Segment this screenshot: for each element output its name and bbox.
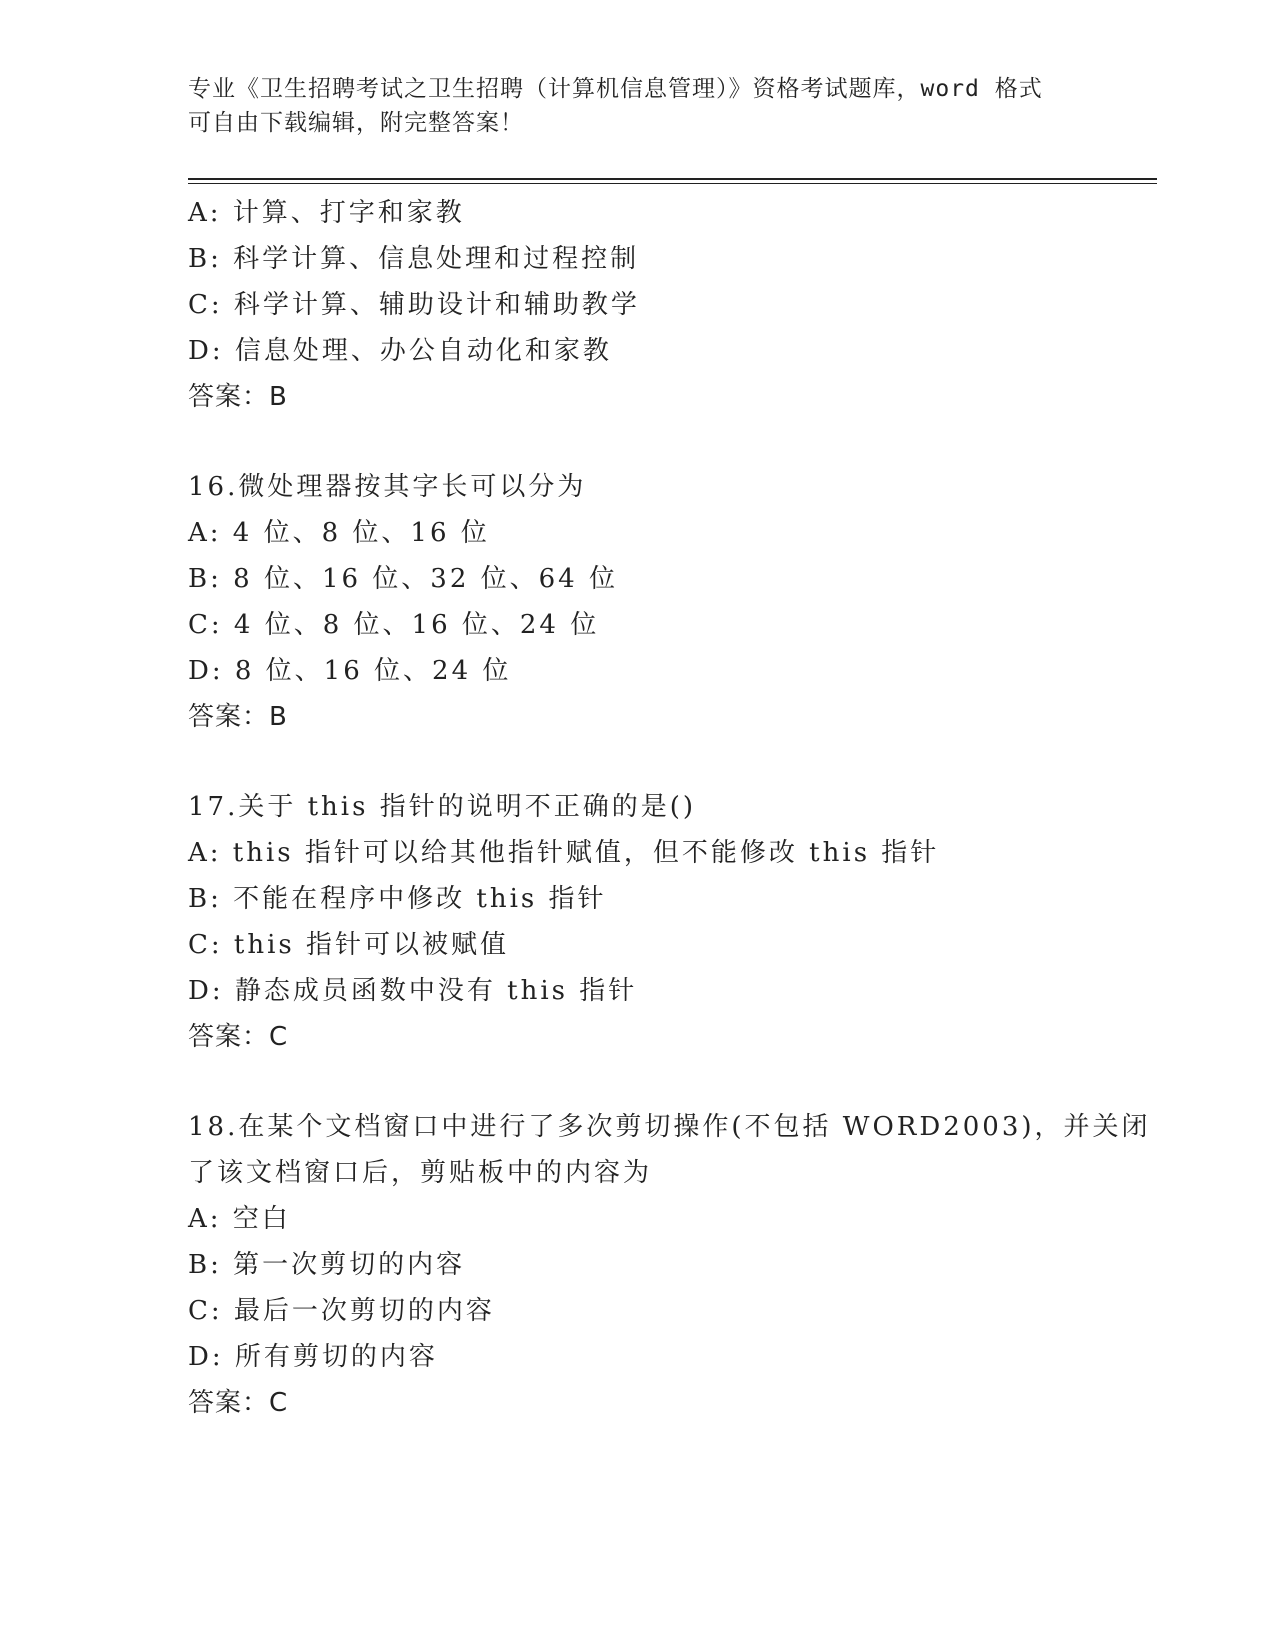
answer: 答案：C <box>188 1022 289 1052</box>
spacer <box>188 1060 1168 1104</box>
option-b: B: 8 位、16 位、32 位、64 位 <box>188 564 618 594</box>
option-d: D: 所有剪切的内容 <box>188 1342 438 1372</box>
answer: 答案：C <box>188 1388 289 1418</box>
spacer <box>188 740 1168 784</box>
answer: 答案：B <box>188 382 288 412</box>
question-text-line-2: 了该文档窗口后，剪贴板中的内容为 <box>188 1158 653 1188</box>
option-d: D: 信息处理、办公自动化和家教 <box>188 336 612 366</box>
option-c: C: 科学计算、辅助设计和辅助教学 <box>188 290 640 320</box>
question-text-line-1: 18.在某个文档窗口中进行了多次剪切操作(不包括 WORD2003)，并关闭 <box>188 1112 1151 1142</box>
option-c: C: 最后一次剪切的内容 <box>188 1296 495 1326</box>
option-c: C: 4 位、8 位、16 位、24 位 <box>188 610 600 640</box>
option-a: A: 计算、打字和家教 <box>188 198 465 228</box>
option-a: A: 4 位、8 位、16 位 <box>188 518 490 548</box>
question-text: 17.关于 this 指针的说明不正确的是() <box>188 792 697 822</box>
question-list <box>188 190 1168 1426</box>
spacer <box>188 420 1168 464</box>
answer: 答案：B <box>188 702 288 732</box>
option-b: B: 第一次剪切的内容 <box>188 1250 466 1280</box>
header-line-2: 可自由下载编辑，附完整答案！ <box>188 110 524 136</box>
document-header <box>188 72 1088 140</box>
question-text: 16.微处理器按其字长可以分为 <box>188 472 587 502</box>
header-divider-thin <box>188 183 1157 184</box>
question-17 <box>188 784 1168 1060</box>
option-a: A: this 指针可以给其他指针赋值，但不能修改 this 指针 <box>188 838 940 868</box>
option-b: B: 科学计算、信息处理和过程控制 <box>188 244 640 274</box>
question-16 <box>188 464 1168 740</box>
header-line-1: 专业《卫生招聘考试之卫生招聘（计算机信息管理）》资格考试题库，word 格式 <box>188 76 1043 102</box>
option-b: B: 不能在程序中修改 this 指针 <box>188 884 607 914</box>
header-divider-thick <box>188 178 1157 180</box>
option-d: D: 8 位、16 位、24 位 <box>188 656 512 686</box>
option-d: D: 静态成员函数中没有 this 指针 <box>188 976 638 1006</box>
question-15 <box>188 190 1168 420</box>
option-a: A: 空白 <box>188 1204 291 1234</box>
question-18 <box>188 1104 1168 1426</box>
option-c: C: this 指针可以被赋值 <box>188 930 510 960</box>
